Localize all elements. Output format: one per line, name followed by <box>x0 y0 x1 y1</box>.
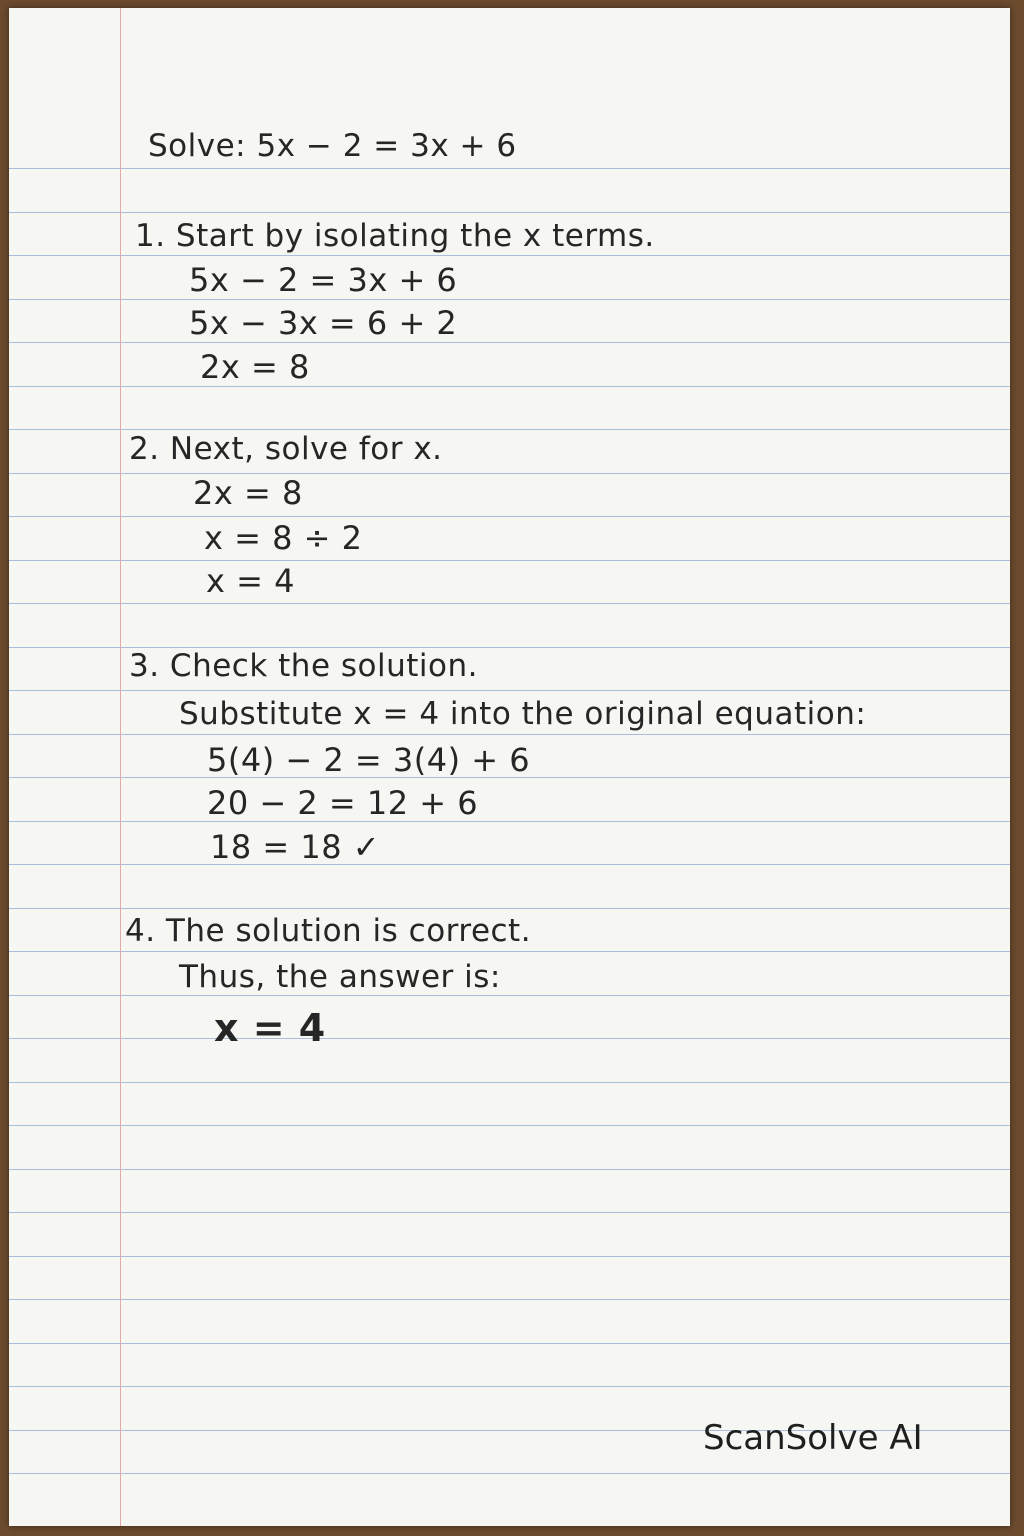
step-3-heading: 3. Check the solution. <box>129 648 478 684</box>
rule-line <box>9 1082 1010 1083</box>
step-3-line-3: 18 = 18 ✓ <box>210 828 381 866</box>
step-4-heading: 4. The solution is correct. <box>125 913 532 949</box>
rule-line <box>9 1473 1010 1474</box>
rule-line <box>9 734 1010 735</box>
rule-line <box>9 342 1010 343</box>
rule-line <box>9 864 1010 865</box>
step-1-line-3: 2x = 8 <box>200 348 310 386</box>
final-answer: x = 4 <box>214 1006 326 1050</box>
rule-line <box>9 690 1010 691</box>
step-2-line-2: x = 8 ÷ 2 <box>204 519 363 557</box>
step-2-heading: 2. Next, solve for x. <box>129 431 443 467</box>
rule-line <box>9 212 1010 213</box>
rule-line <box>9 1038 1010 1039</box>
rule-line <box>9 821 1010 822</box>
step-1-line-1: 5x − 2 = 3x + 6 <box>189 261 458 299</box>
notebook-page <box>9 8 1010 1526</box>
rule-line <box>9 429 1010 430</box>
rule-line <box>9 168 1010 169</box>
step-2-line-3: x = 4 <box>206 562 295 600</box>
step-3-line-2: 20 − 2 = 12 + 6 <box>207 784 479 822</box>
rule-line <box>9 1212 1010 1213</box>
step-1-heading: 1. Start by isolating the x terms. <box>135 218 655 254</box>
problem-statement: Solve: 5x − 2 = 3x + 6 <box>148 128 517 164</box>
rule-line <box>9 1169 1010 1170</box>
rule-line <box>9 1256 1010 1257</box>
rule-line <box>9 473 1010 474</box>
step-1-line-2: 5x − 3x = 6 + 2 <box>189 304 458 342</box>
rule-line <box>9 1386 1010 1387</box>
step-3-note: Substitute x = 4 into the original equation: <box>179 696 867 732</box>
rule-line <box>9 951 1010 952</box>
rule-line <box>9 1299 1010 1300</box>
rule-line <box>9 1125 1010 1126</box>
brand-signature: ScanSolve AI <box>703 1418 923 1458</box>
rule-line <box>9 603 1010 604</box>
rule-line <box>9 560 1010 561</box>
rule-line <box>9 995 1010 996</box>
rule-line <box>9 299 1010 300</box>
margin-line <box>120 8 121 1526</box>
rule-line <box>9 908 1010 909</box>
rule-line <box>9 255 1010 256</box>
step-2-line-1: 2x = 8 <box>193 474 303 512</box>
rule-line <box>9 1343 1010 1344</box>
rule-line <box>9 386 1010 387</box>
step-4-note: Thus, the answer is: <box>179 959 501 995</box>
step-3-line-1: 5(4) − 2 = 3(4) + 6 <box>207 741 531 779</box>
rule-line <box>9 516 1010 517</box>
